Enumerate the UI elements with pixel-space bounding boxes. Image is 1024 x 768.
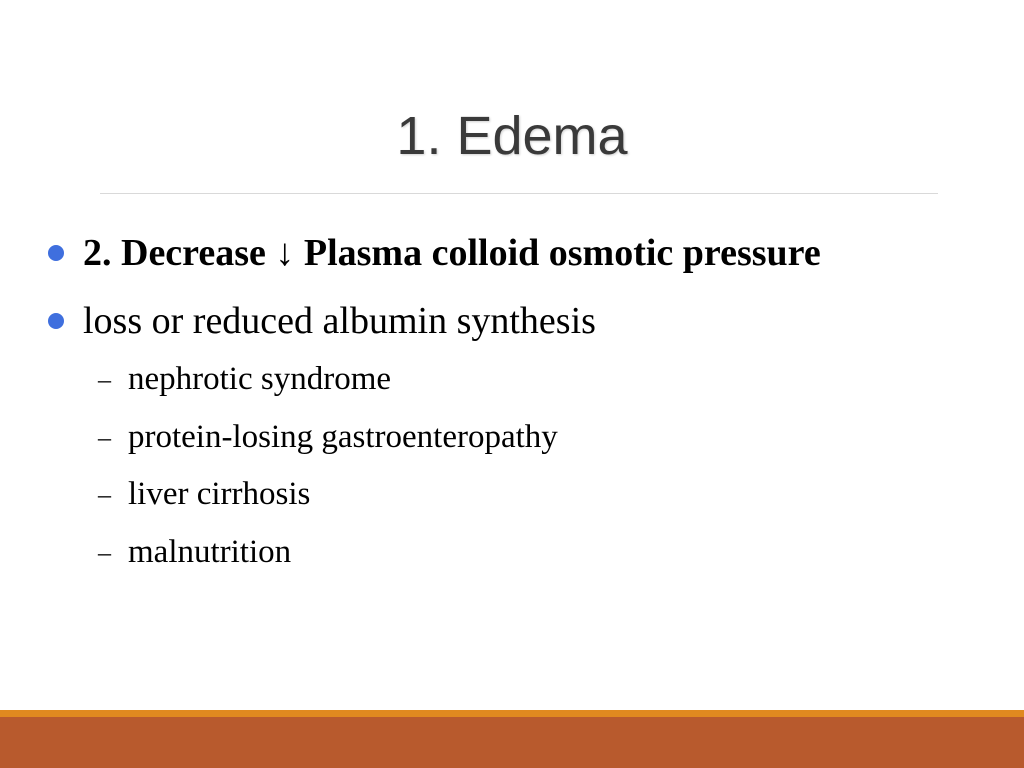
bullet-item	[48, 231, 821, 275]
slide-title: 1. Edema	[396, 106, 628, 166]
footer-stripe-thick	[0, 717, 1024, 768]
bullet-dot-icon	[48, 245, 64, 261]
sub-bullet-text: protein-losing gastroenteropathy	[128, 419, 558, 455]
bullet-dot-icon	[48, 313, 64, 329]
bullet-text: loss or reduced albumin synthesis	[83, 300, 596, 342]
sub-bullet-item	[98, 361, 391, 398]
sub-bullet-text: nephrotic syndrome	[128, 361, 392, 397]
title-divider	[100, 193, 938, 194]
dash-icon: –	[98, 364, 111, 394]
footer-stripe-thin	[0, 710, 1024, 717]
dash-icon: –	[98, 537, 111, 567]
sub-bullet-text: liver cirrhosis	[128, 476, 311, 512]
sub-bullet-item	[98, 419, 558, 456]
bullet-item	[48, 299, 596, 343]
bullet-text: 2. Decrease ↓ Plasma colloid osmotic pressure	[83, 232, 821, 274]
dash-icon: –	[98, 479, 111, 509]
sub-bullet-text: malnutrition	[128, 534, 292, 570]
sub-bullet-item	[98, 476, 310, 513]
sub-bullet-item	[98, 534, 291, 571]
dash-icon: –	[98, 422, 111, 452]
